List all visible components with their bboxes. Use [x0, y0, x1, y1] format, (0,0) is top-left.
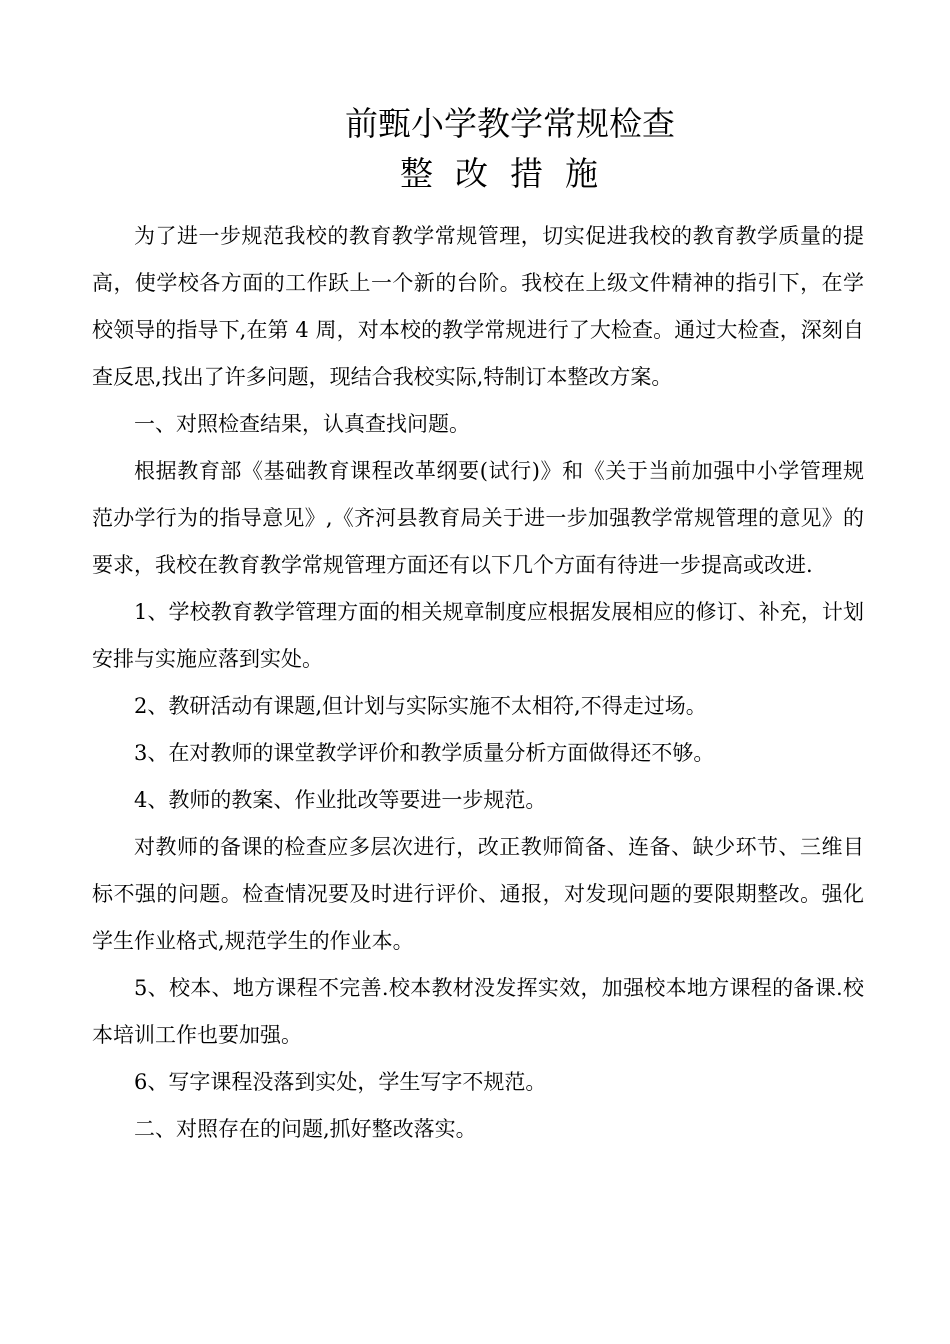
- document-subtitle: 整改措施: [400, 154, 620, 193]
- list-item-5: 5、校本、地方课程不完善.校本教材没发挥实效，加强校本地方课程的备课.校本培训工作也要加强。: [92, 976, 864, 1047]
- document-body: [92, 213, 864, 1153]
- list-item-2: 2、教研活动有课题,但计划与实际实施不太相符,不得走过场。: [134, 694, 707, 718]
- document-title: 前甄小学教学常规检查: [345, 104, 675, 143]
- section-heading-2: 二、对照存在的问题,抓好整改落实。: [134, 1117, 477, 1141]
- section-heading-1: 一、对照检查结果，认真查找问题。: [134, 412, 470, 436]
- paragraph-intro: 为了进一步规范我校的教育教学常规管理，切实促进我校的教育教学质量的提高，使学校各方面的工作跃上一个新的台阶。我校在上级文件精神的指引下，在学校领导的指导下,在第 4 周，对本校的教学常规进行了大检查。通过大检查，深刻自查反思,找出了许多问题，现结合我校实际,特制订本整改方案。: [92, 224, 864, 389]
- list-item-6: 6、写字课程没落到实处，学生写字不规范。: [134, 1070, 547, 1094]
- list-item-3: 3、在对教师的课堂教学评价和教学质量分析方面做得还不够。: [134, 741, 715, 765]
- paragraph-basis: 根据教育部《基础教育课程改革纲要(试行)》和《关于当前加强中小学管理规范办学行为的指导意见》,《齐河县教育局关于进一步加强教学常规管理的意见》的要求，我校在教育教学常规管理方面还有以下几个方面有待进一步提高或改进.: [92, 459, 864, 577]
- list-item-1: 1、学校教育教学管理方面的相关规章制度应根据发展相应的修订、补充，计划安排与实施应落到实处。: [92, 600, 864, 671]
- list-item-4: 4、教师的教案、作业批改等要进一步规范。: [134, 788, 547, 812]
- paragraph-lesson-check: 对教师的备课的检查应多层次进行，改正教师简备、连备、缺少环节、三维目标不强的问题。检查情况要及时进行评价、通报，对发现问题的要限期整改。强化学生作业格式,规范学生的作业本。: [92, 835, 864, 953]
